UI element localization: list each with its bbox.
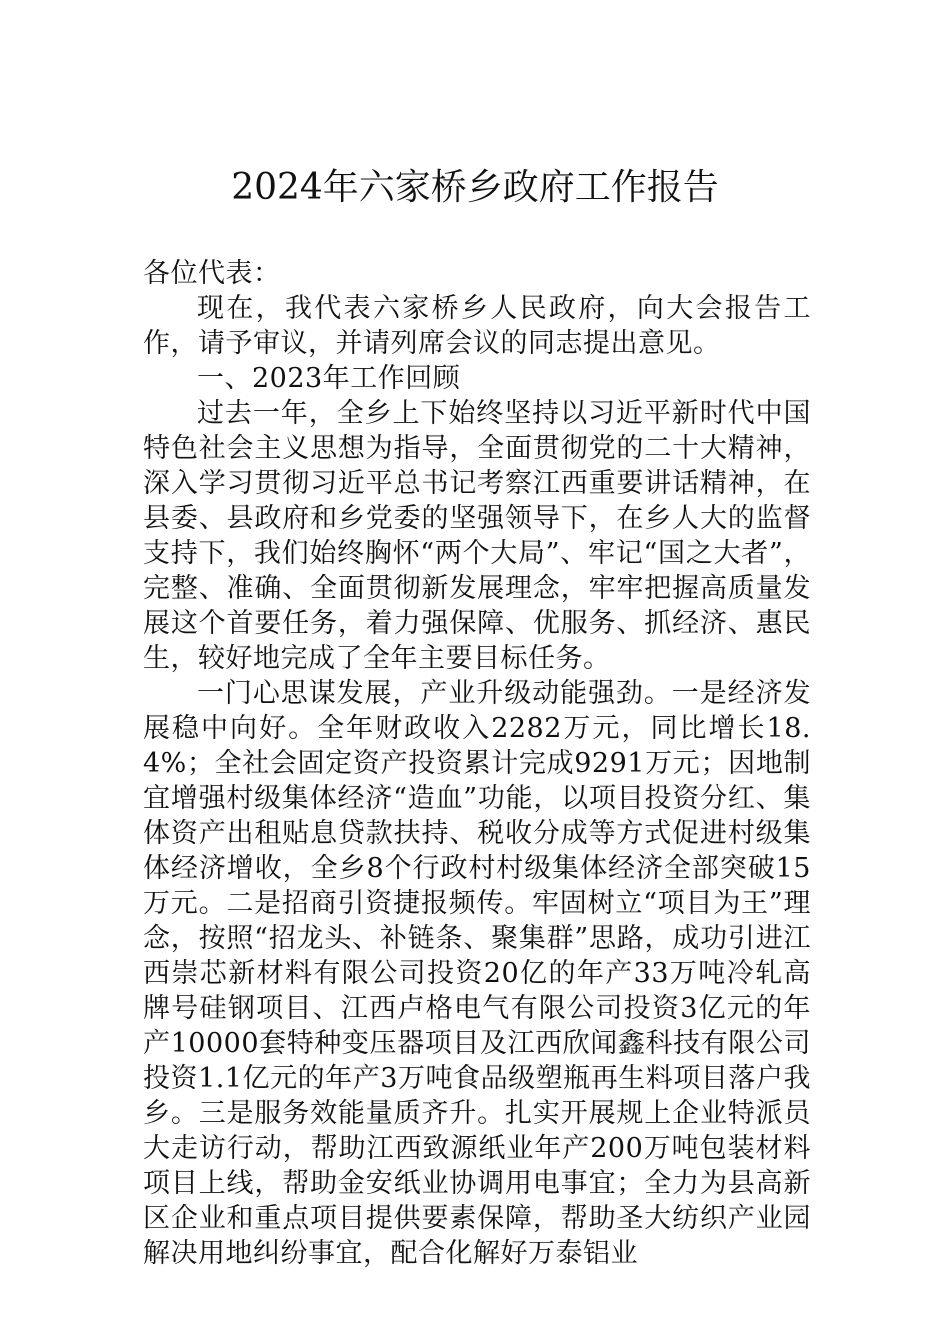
opening-paragraph: 现在，我代表六家桥乡人民政府，向大会报告工作，请予审议，并请列席会议的同志提出意见。 (143, 293, 811, 359)
document-body (143, 256, 811, 1271)
section-heading: 一、2023年工作回顾 (197, 363, 461, 394)
development-paragraph: 一门心思谋发展，产业升级动能强劲。一是经济发展稳中向好。全年财政收入2282万元，同比增长18.4%；全社会固定资产投资累计完成9291万元；因地制宜增强村级集体经济“造血”功能，以项目投资分红、集体资产出租贴息贷款扶持、税收分成等方式促进村级集体经济增收，全乡8个行政村村级集体经济全部突破15万元。二是招商引资捷报频传。牢固树立“项目为王”理念，按照“招龙头、补链条、聚集群”思路，成功引进江西崇芯新材料有限公司投资20亿的年产33万吨冷轧高牌号硅钢项目、江西卢格电气有限公司投资3亿元的年产10000套特种变压器项目及江西欣闻鑫科技有限公司投资1.1亿元的年产3万吨食品级塑瓶再生料项目落户我乡。三是服务效能量质齐升。扎实开展规上企业特派员大走访行动，帮助江西致源纸业年产200万吨包装材料项目上线，帮助金安纸业协调用电事宜；全力为县高新区企业和重点项目提供要素保障，帮助圣大纺织产业园解决用地纠纷事宜，配合化解好万泰铝业 (143, 678, 811, 1269)
salutation: 各位代表： (143, 258, 281, 289)
review-paragraph: 过去一年，全乡上下始终坚持以习近平新时代中国特色社会主义思想为指导，全面贯彻党的二十大精神，深入学习贯彻习近平总书记考察江西重要讲话精神，在县委、县政府和乡党委的坚强领导下，在乡人大的监督支持下，我们始终胸怀“两个大局”、牢记“国之大者”，完整、准确、全面贯彻新发展理念，牢牢把握高质量发展这个首要任务，着力强保障、优服务、抓经济、惠民生，较好地完成了全年主要目标任务。 (143, 398, 811, 674)
document-title: 2024年六家桥乡政府工作报告 (231, 167, 719, 208)
